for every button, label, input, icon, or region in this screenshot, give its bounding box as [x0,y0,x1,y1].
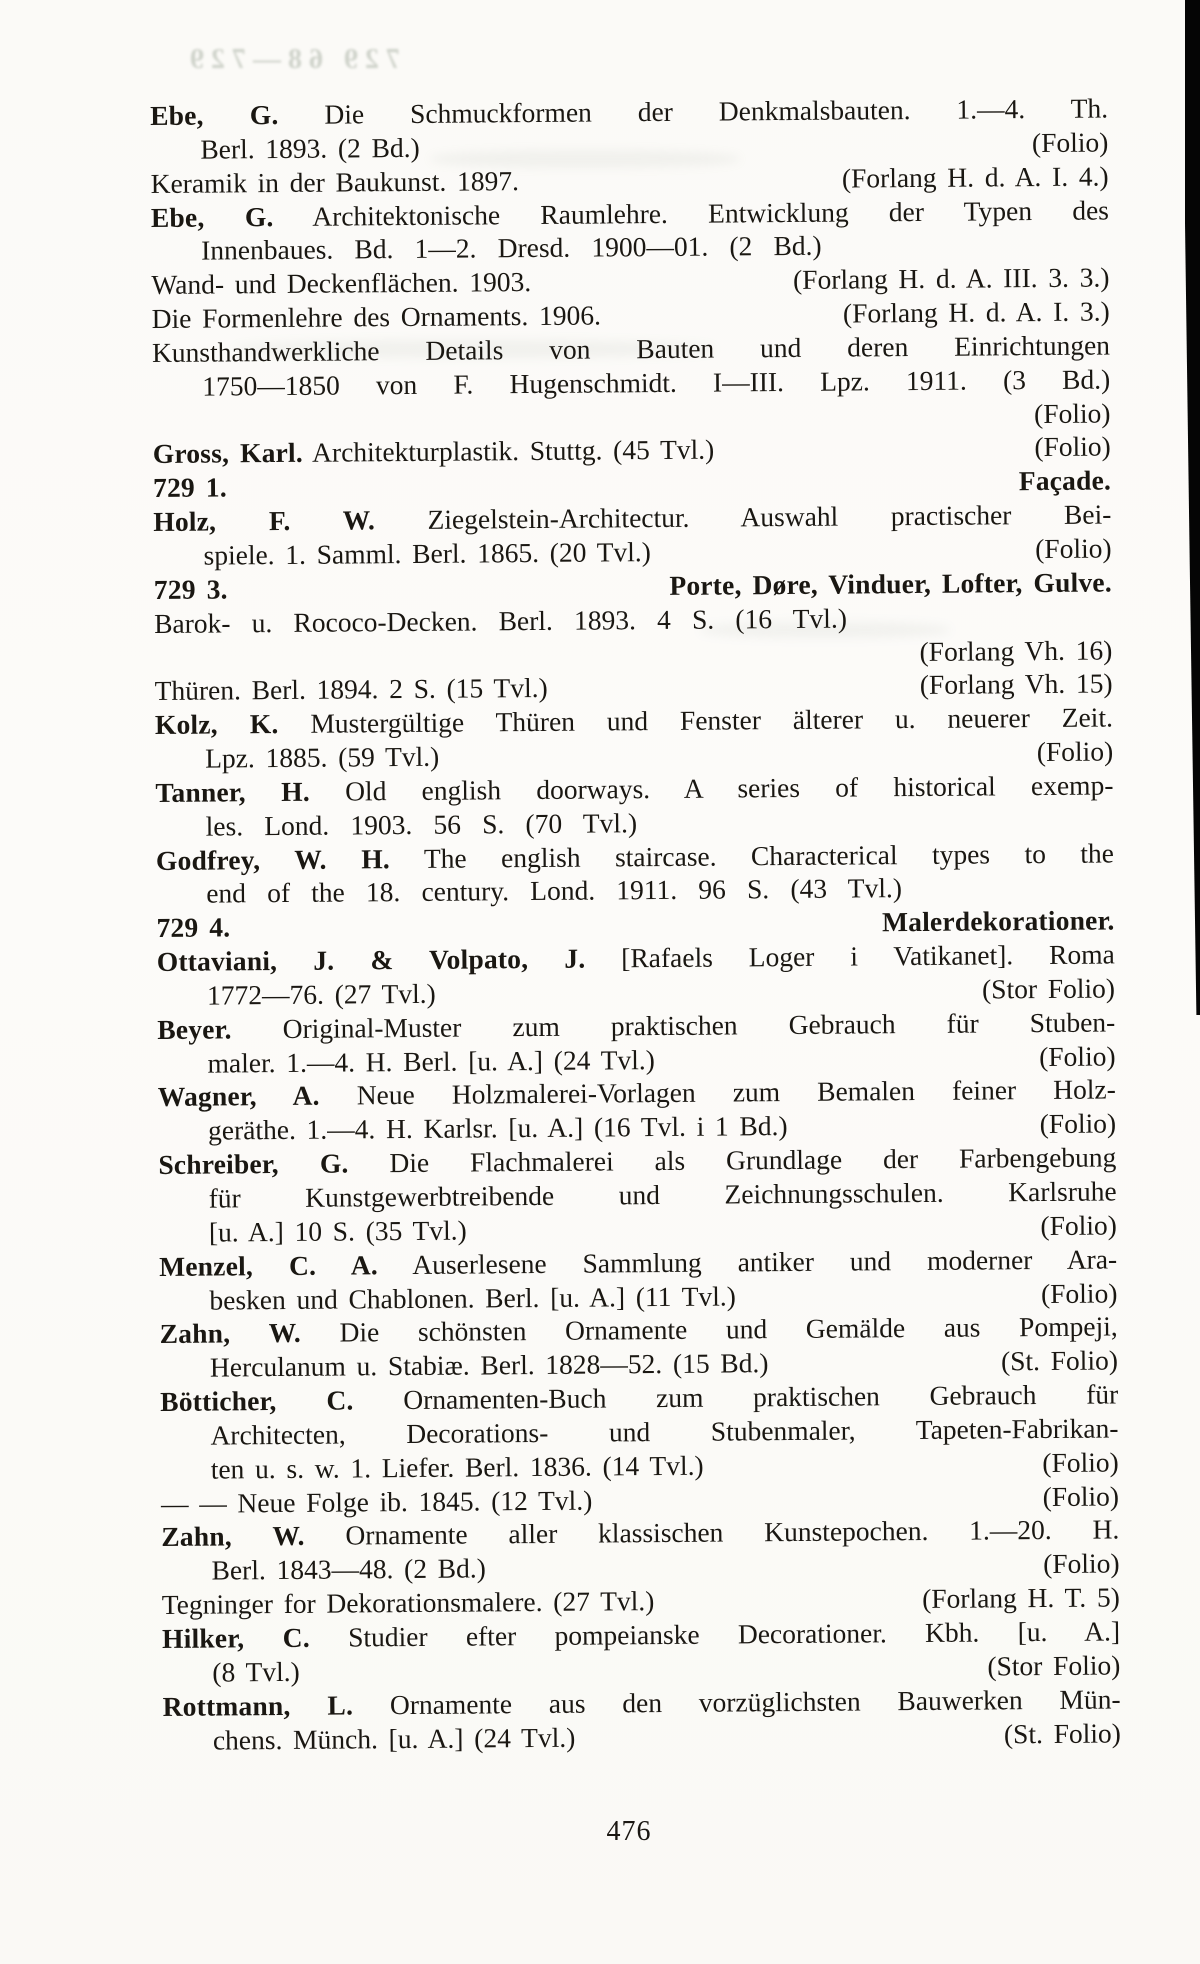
bibliography-line: Rottmann, L. Ornamente aus den vorzüglichsten Bauwerken Mün- [162,1683,1121,1722]
bibliography-line: [u. A.] 10 S. (35 Tvl.) (Folio) [208,1209,1117,1248]
bibliography-line: spiele. 1. Samml. Berl. 1865. (20 Tvl.) (Folio) [203,532,1112,571]
bibliography-line: Godfrey, W. H. The english staircase. Characterical types to the [155,837,1115,876]
bibliography-line: Berl. 1893. (2 Bd.) (Folio) [200,126,1109,165]
bibliography-line: Tegninger for Dekorationsmalere. (27 Tvl.) (Forlang H. T. 5) [161,1581,1120,1621]
bibliography-line: Tanner, H. Old english doorways. A series of historical exemp- [155,769,1114,808]
bibliography-line: 729 1. Façade. [152,464,1112,504]
bibliography-line: Hilker, C. Studier efter pompeianske Decorationer. Kbh. [u. A.] [161,1615,1121,1654]
bibliography-line: Schreiber, G. Die Flachmalerei als Grundlage der Farbengebung [158,1141,1117,1181]
bibliography-line: besken und Chablonen. Berl. [u. A.] (11 Tvl.) (Folio) [209,1276,1118,1316]
bibliography-line: (Forlang Vh. 16) [919,633,1113,667]
bibliography-line: 729 4. Malerdekorationer. [156,904,1115,944]
bibliography-line: Zahn, W. Ornamente aller klassischen Kunstepochen. 1.—20. H. [161,1513,1120,1553]
bibliography-line: ten u. s. w. 1. Liefer. Berl. 1836. (14 Tvl.) (Folio) [210,1446,1119,1485]
bibliography-line: Wagner, A. Neue Holzmalerei-Vorlagen zum Bemalen feiner Holz- [157,1073,1116,1113]
bibliography-line: Kunsthandwerkliche Details von Bauten und deren Einrichtungen [151,329,1111,368]
bibliography-line: für Kunstgewerbtreibende und Zeichnungsschulen. Karlsruhe [208,1175,1117,1214]
bibliography-line: Zahn, W. Die schönsten Ornamente und Gemälde aus Pompeji, [159,1310,1118,1350]
bibliography-text-block [150,91,1121,1757]
bibliography-line: 1750—1850 von F. Hugenschmidt. I—III. Lpz. 1911. (3 Bd.) [202,363,1111,402]
bibliography-line: les. Lond. 1903. 56 S. (70 Tvl.) [205,806,638,842]
bibliography-line: Bötticher, C. Ornamenten-Buch zum praktischen Gebrauch für [160,1378,1119,1418]
bibliography-line: end of the 18. century. Lond. 1911. 96 S. (43 Tvl.) [206,872,903,909]
bibliography-line: Holz, F. W. Ziegelstein-Architectur. Auswahl practischer Bei- [153,498,1112,538]
bibliography-line: Thüren. Berl. 1894. 2 S. (15 Tvl.) (Forlang Vh. 15) [154,667,1113,707]
bibliography-line: Innenbaues. Bd. 1—2. Dresd. 1900—01. (2 Bd.) [201,230,822,266]
bibliography-line: Wand- und Deckenflächen. 1903. (Forlang H. d. A. III. 3. 3.) [151,261,1110,301]
scan-edge-shadow [1185,0,1200,1015]
bibliography-line: (Folio) [1033,397,1111,429]
bibliography-line: Keramik in der Baukunst. 1897. (Forlang H. d. A. I. 4.) [150,160,1109,199]
bibliography-line: Kolz, K. Mustergültige Thüren und Fenster älterer u. neuerer Zeit. [154,701,1114,741]
bibliography-line: Berl. 1843—48. (2 Bd.) (Folio) [211,1547,1120,1586]
bibliography-line: Ebe, G. Architektonische Raumlehre. Entwicklung der Typen des [150,194,1110,233]
bibliography-line: Ebe, G. Die Schmuckformen der Denkmalsbauten. 1.—4. Th. [150,92,1109,131]
bibliography-line: (8 Tvl.) (Stor Folio) [212,1649,1121,1688]
bleed-through-text: 729 68—729 [183,44,400,75]
bibliography-line: geräthe. 1.—4. H. Karlsr. [u. A.] (16 Tvl. i 1 Bd.) (Folio) [207,1107,1117,1146]
bibliography-line: Ottaviani, J. & Volpato, J. [Rafaels Loger i Vatikanet]. Roma [156,938,1115,978]
bibliography-line: Lpz. 1885. (59 Tvl.) (Folio) [205,735,1114,774]
bibliography-line: maler. 1.—4. H. Berl. [u. A.] (24 Tvl.) (Folio) [207,1040,1116,1079]
bibliography-line: Architecten, Decorations- und Stubenmaler, Tapeten-Fabrikan- [210,1412,1119,1451]
bibliography-line: Herculanum u. Stabiæ. Berl. 1828—52. (15 Bd.) (St. Folio) [209,1344,1119,1383]
bibliography-line: Gross, Karl. Architekturplastik. Stuttg. (45 Tvl.) (Folio) [152,430,1111,470]
bibliography-line: Menzel, C. A. Auserlesene Sammlung antiker und moderner Ara- [159,1243,1118,1282]
bibliography-line: Beyer. Original-Muster zum praktischen Gebrauch für Stuben- [157,1006,1116,1045]
bibliography-line: 729 3. Porte, Døre, Vinduer, Lofter, Gulve. [153,566,1112,605]
bibliography-line: Die Formenlehre des Ornaments. 1906. (Forlang H. d. A. I. 3.) [151,295,1110,335]
bibliography-line: chens. Münch. [u. A.] (24 Tvl.) (St. Folio) [212,1716,1121,1756]
bibliography-line: — — Neue Folge ib. 1845. (12 Tvl.) (Folio) [160,1480,1120,1519]
bibliography-line: 1772—76. (27 Tvl.) (Stor Folio) [206,972,1116,1011]
bibliography-line: Barok- u. Rococo-Decken. Berl. 1893. 4 S. (16 Tvl.) [153,602,848,639]
page-number: 476 [606,1816,652,1847]
